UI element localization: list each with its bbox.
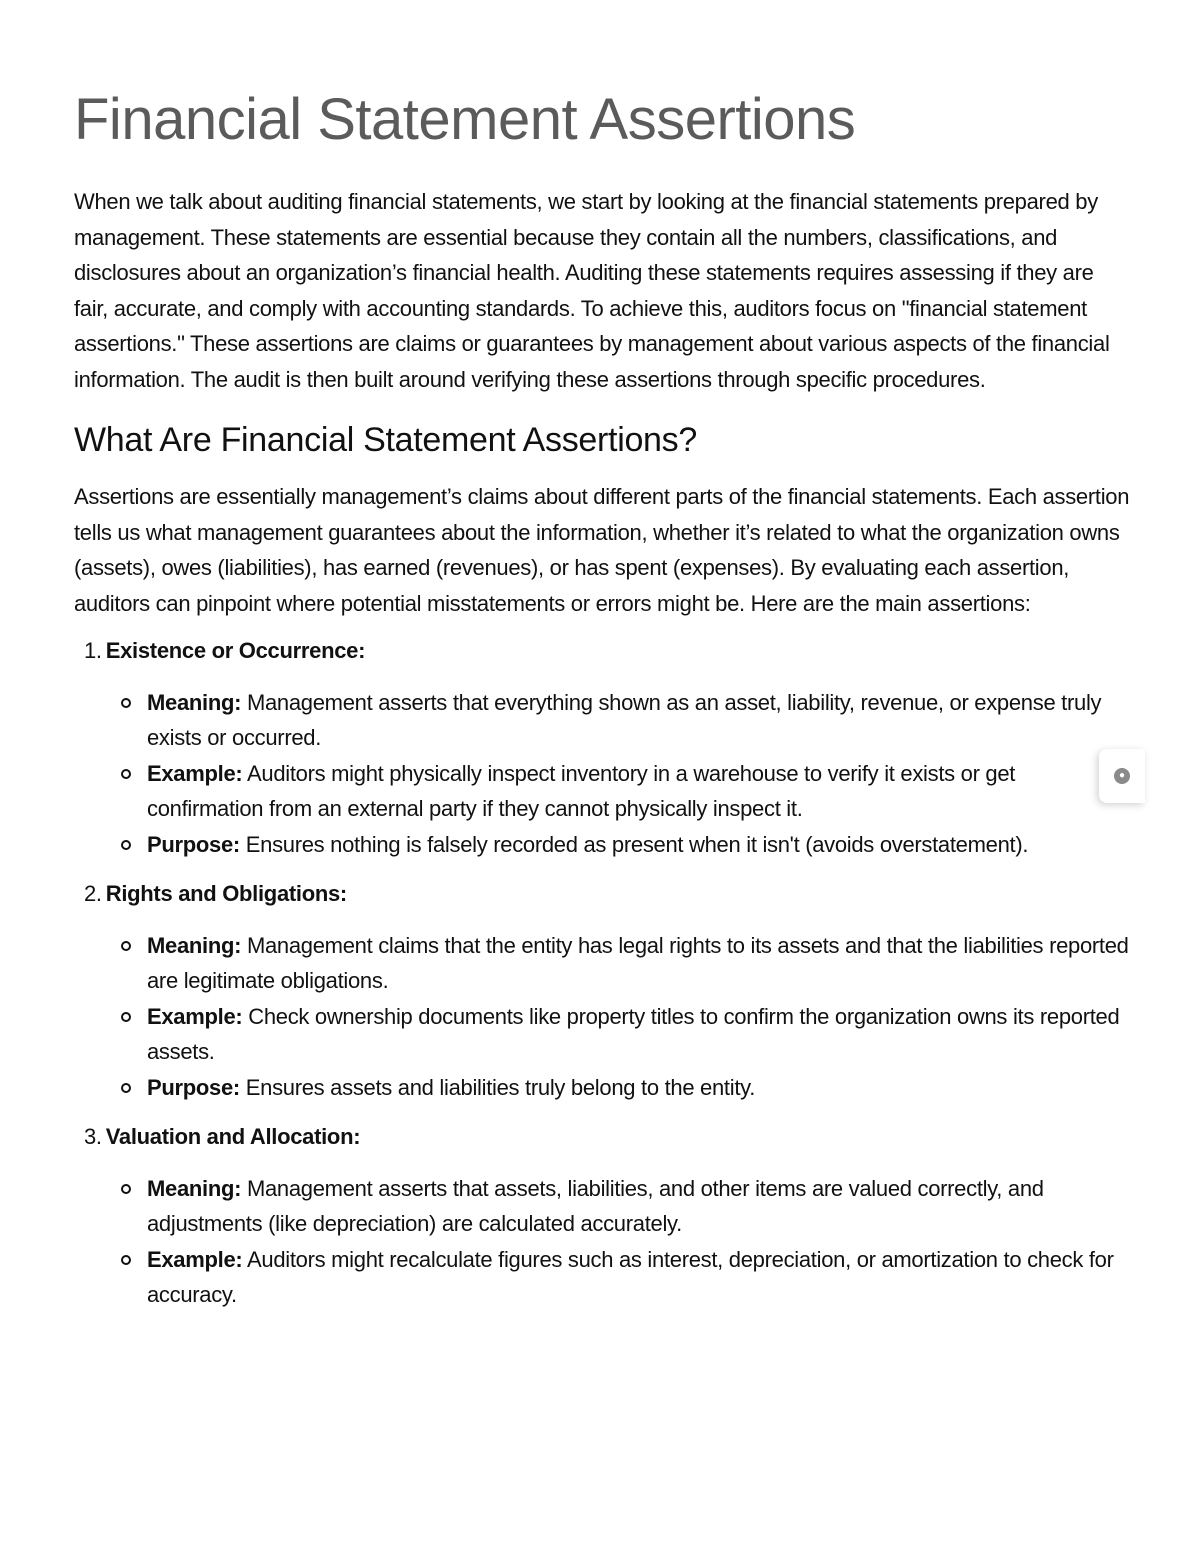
purpose-text: Ensures nothing is falsely recorded as present when it isn't (avoids overstatement).	[245, 831, 1029, 857]
example-text: Auditors might physically inspect inventory in a warehouse to verify it exists or get confirmation from an external party if they cannot physically inspect it.	[147, 760, 1016, 821]
meaning-bullet	[147, 928, 1130, 999]
example-text: Check ownership documents like property titles to confirm the organization owns its reported assets.	[147, 1003, 1120, 1064]
example-label: Example:	[147, 760, 243, 786]
assertion-number: 1.	[84, 638, 102, 663]
meaning-label: Meaning:	[147, 1175, 242, 1201]
assertion-item	[74, 876, 1130, 1105]
example-text: Auditors might recalculate figures such as interest, depreciation, or amortization to check for accuracy.	[147, 1246, 1114, 1307]
page-title: Financial Statement Assertions	[74, 87, 856, 152]
meaning-bullet	[147, 685, 1130, 756]
section-heading: What Are Financial Statement Assertions?	[74, 421, 697, 459]
example-bullet	[147, 1242, 1130, 1313]
section-intro-paragraph: Assertions are essentially management’s claims about different parts of the financial statements. Each assertion tells us what management guarantees about the information, whether it’s related to what the organization owns (assets), owes (liabilities), has earned (revenues), or has spent (expenses). By evaluating each assertion, auditors can pinpoint where potential misstatements or errors might be. Here are the main assertions:	[74, 484, 1130, 616]
meaning-label: Meaning:	[147, 932, 242, 958]
assertion-heading	[74, 633, 1130, 669]
assertion-number: 2.	[84, 881, 102, 906]
assertion-item	[74, 633, 1130, 862]
purpose-bullet	[147, 827, 1130, 863]
purpose-text: Ensures assets and liabilities truly belong to the entity.	[245, 1074, 756, 1100]
assertion-title: Existence or Occurrence:	[105, 638, 366, 663]
purpose-label: Purpose:	[147, 831, 240, 857]
meaning-text: Management asserts that everything shown as an asset, liability, revenue, or expense truly exists or occurred.	[147, 689, 1102, 750]
assertion-details	[74, 1171, 1130, 1313]
meaning-label: Meaning:	[147, 689, 242, 715]
assertion-heading	[74, 876, 1130, 912]
purpose-label: Purpose:	[147, 1074, 240, 1100]
meaning-text: Management asserts that assets, liabilities, and other items are valued correctly, and adjustments (like depreciation) are calculated accurately.	[147, 1175, 1044, 1236]
meaning-text: Management claims that the entity has legal rights to its assets and that the liabilities reported are legitimate obligations.	[147, 932, 1129, 993]
assertion-number: 3.	[84, 1124, 102, 1149]
meaning-bullet	[147, 1171, 1130, 1242]
example-bullet	[147, 756, 1130, 827]
example-label: Example:	[147, 1003, 243, 1029]
assertion-heading	[74, 1119, 1130, 1155]
example-label: Example:	[147, 1246, 243, 1272]
assertion-title: Rights and Obligations:	[105, 881, 347, 906]
assistant-icon: ●	[1114, 768, 1130, 784]
assertions-list	[74, 633, 1130, 1313]
assertion-details	[74, 685, 1130, 863]
assertion-title: Valuation and Allocation:	[105, 1124, 361, 1149]
example-bullet	[147, 999, 1130, 1070]
intro-paragraph: When we talk about auditing financial statements, we start by looking at the financial statements prepared by management. These statements are essential because they contain all the numbers, classifications, and disclosures about an organization’s financial health. Auditing these statements requires assessing if they are fair, accurate, and comply with accounting standards. To achieve this, auditors focus on "financial statement assertions." These assertions are claims or guarantees by management about various aspects of the financial information. The audit is then built around verifying these assertions through specific procedures.	[74, 189, 1110, 392]
document-page	[74, 82, 1130, 1327]
side-assistant-button[interactable]	[1099, 749, 1145, 803]
assertion-details	[74, 928, 1130, 1106]
purpose-bullet	[147, 1070, 1130, 1106]
assertion-item	[74, 1119, 1130, 1313]
